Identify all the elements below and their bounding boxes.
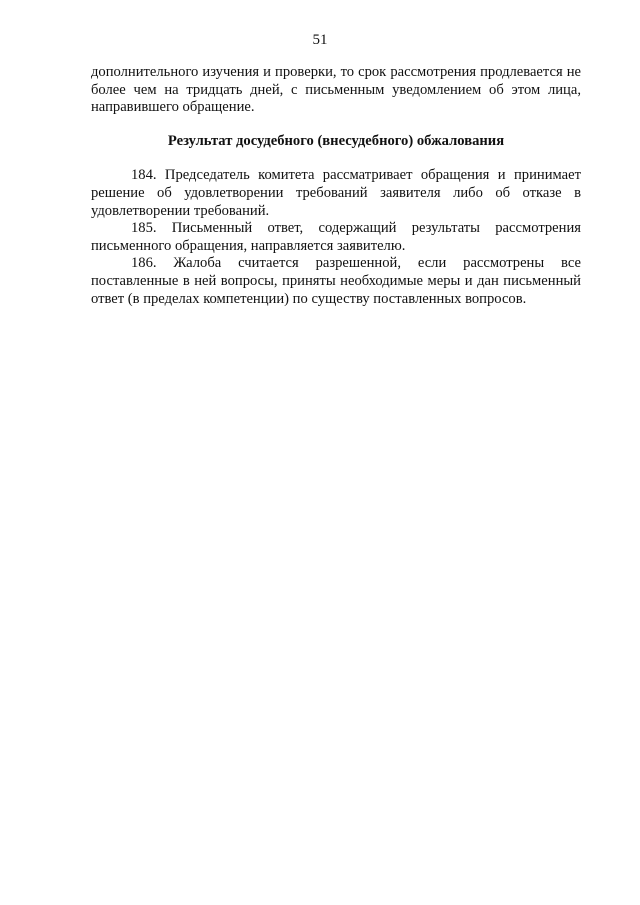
document-body <box>91 64 581 308</box>
section-heading: Результат досудебного (внесудебного) обжалования <box>167 132 505 149</box>
page-number: 51 <box>312 32 328 48</box>
continuation-paragraph: дополнительного изучения и проверки, то срок рассмотрения продлевается не более чем на тридцать дней, с письменным уведомлением об этом лица, направившего обращение. <box>91 64 581 116</box>
paragraph-185: 185. Письменный ответ, содержащий результаты рассмотрения письменного обращения, направляется заявителю. <box>91 220 581 254</box>
paragraph-184: 184. Председатель комитета рассматривает обращения и принимает решение об удовлетворении требований заявителя либо об отказе в удовлетворении требований. <box>91 167 581 219</box>
paragraph-186: 186. Жалоба считается разрешенной, если рассмотрены все поставленные в ней вопросы, приняты необходимые меры и дан письменный ответ (в пределах компетенции) по существу поставленных вопросов. <box>91 255 581 307</box>
